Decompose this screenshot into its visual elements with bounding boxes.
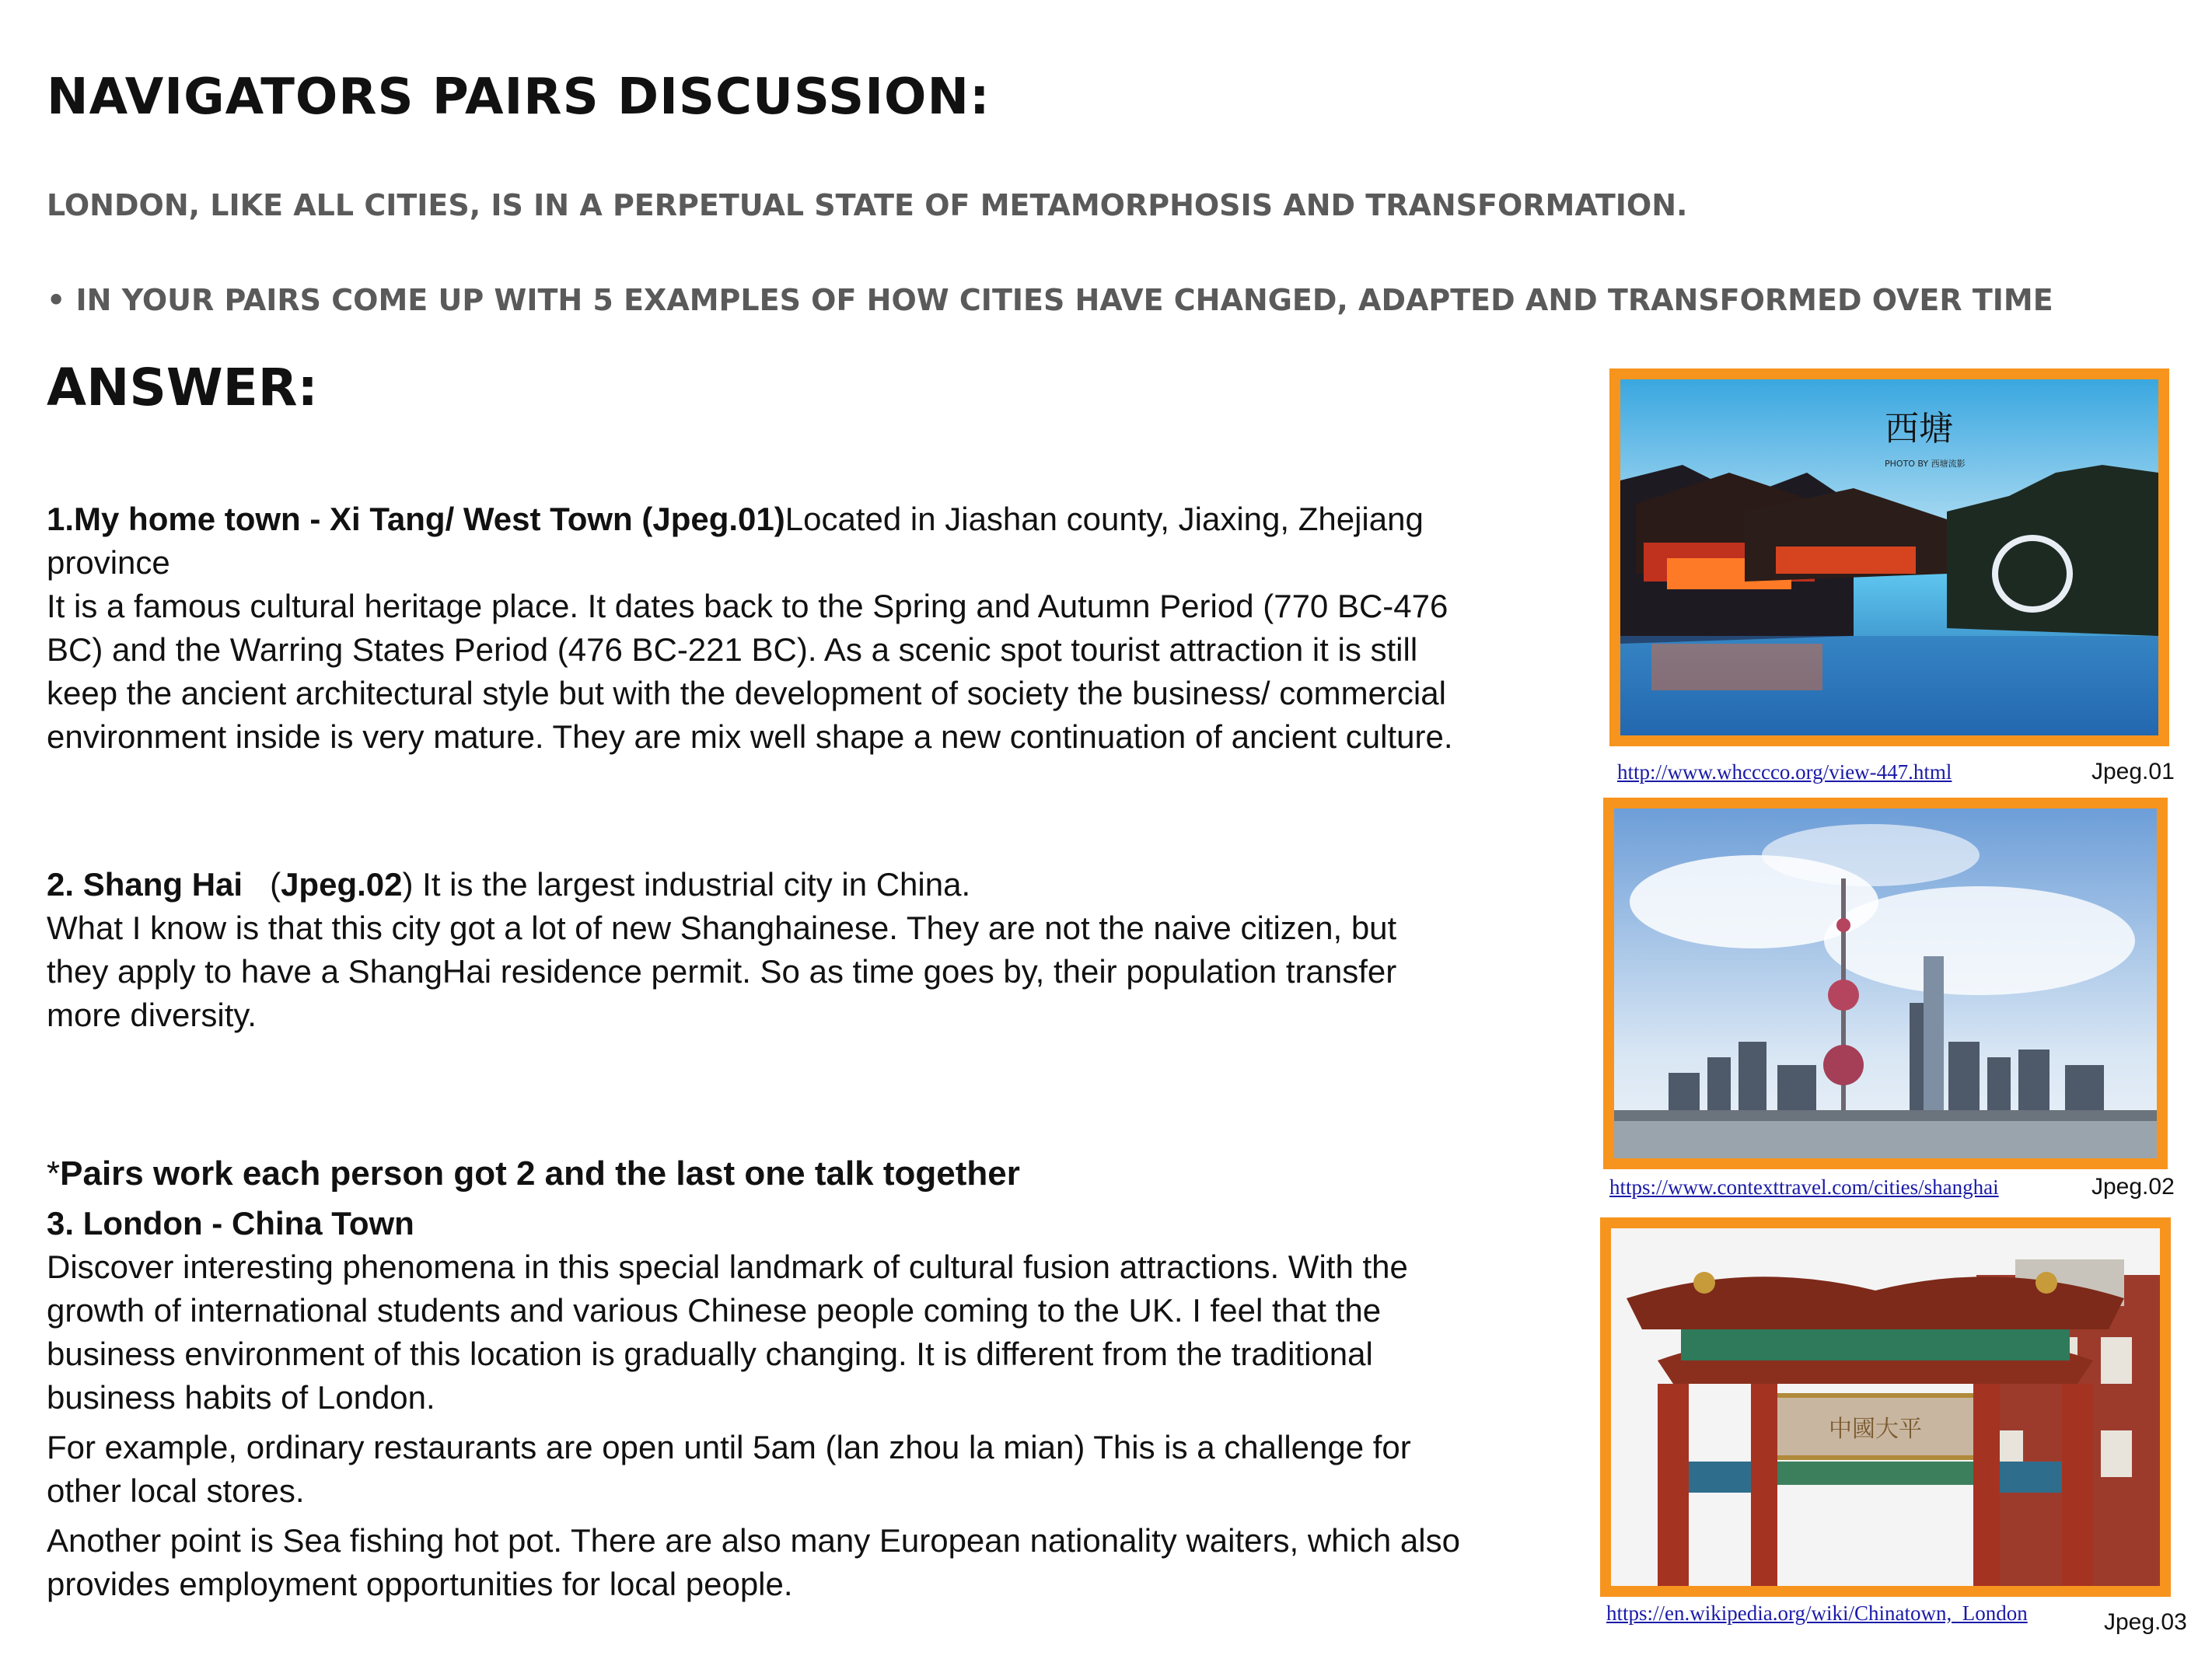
example-3-paragraph-2: For example, ordinary restaurants are open until 5am (lan zhou la mian) This is a challenge for other local stores. [47, 1429, 1411, 1509]
page-title: NAVIGATORS PAIRS DISCUSSION: [47, 68, 991, 126]
image-2-source-link[interactable]: https://www.contexttravel.com/cities/shanghai [1609, 1175, 1999, 1199]
image-2-label: Jpeg.02 [2091, 1174, 2175, 1200]
gate-sign-text: 中國大平 [1829, 1416, 1922, 1443]
image-1-source-link[interactable]: http://www.whcccco.org/view-447.html [1617, 760, 1952, 784]
example-1-title: 1.My home town - Xi Tang/ West Town (Jpeg.01) [47, 501, 785, 537]
xitang-logo-text: 西塘 [1885, 409, 1953, 449]
example-3-paragraph-3: Another point is Sea fishing hot pot. There are also many European nationality waiters, which also provides employment opportunities for local people. [47, 1522, 1460, 1602]
shanghai-photo [1603, 798, 2168, 1169]
note-text: Pairs work each person got 2 and the last one talk together [60, 1154, 1020, 1193]
example-1 [47, 498, 1462, 759]
xitang-photo [1609, 368, 2169, 746]
task-bullet: • IN YOUR PAIRS COME UP WITH 5 EXAMPLES OF HOW CITIES HAVE CHANGED, ADAPTED AND TRANSFORMED OVER TIME [47, 283, 2053, 317]
example-1-description: It is a famous cultural heritage place. It dates back to the Spring and Autumn Period (770 BC-476 BC) and the Warring States Period (476 BC-221 BC). As a scenic spot tourist attraction it is still keep the ancient architectural style but with the development of society the business/ commercial environment inside is very mature. They are mix well shape a new continuation of ancient culture. [47, 588, 1453, 755]
example-3-paragraph-1: Discover interesting phenomena in this special landmark of cultural fusion attractions. With the growth of international students and various Chinese people coming to the UK. I feel that the business environment of this location is gradually changing. It is different from the traditional business habits of London. [47, 1249, 1408, 1416]
image-1-label: Jpeg.01 [2091, 759, 2175, 784]
example-3-title: 3. London - China Town [47, 1205, 414, 1242]
chinatown-gate-photo [1600, 1217, 2171, 1597]
answer-heading: ANSWER: [47, 358, 318, 417]
image-3-label: Jpeg.03 [2104, 1609, 2187, 1635]
note-star: * [47, 1154, 61, 1193]
example-1-location: Located in Jiashan county, Jiaxing, Zhejiang province [47, 501, 1424, 581]
example-2-description: What I know is that this city got a lot of new Shanghainese. They are not the naive citizen, but they apply to have a ShangHai residence permit. So as time goes by, their population transfer more diversity. [47, 910, 1397, 1033]
paren: ( [270, 866, 281, 903]
pairs-note [47, 1152, 1462, 1196]
example-2 [47, 863, 1462, 1037]
example-3 [47, 1152, 1462, 1606]
subtitle: LONDON, LIKE ALL CITIES, IS IN A PERPETUAL STATE OF METAMORPHOSIS AND TRANSFORMATION. [47, 188, 1688, 222]
image-3-source-link[interactable]: https://en.wikipedia.org/wiki/Chinatown,_London [1606, 1601, 2028, 1625]
xitang-credit: PHOTO BY 西塘流影 [1885, 459, 1966, 469]
example-2-summary: ) It is the largest industrial city in China. [402, 866, 971, 903]
example-2-ref: Jpeg.02 [281, 866, 403, 903]
example-2-title: 2. Shang Hai [47, 866, 243, 903]
